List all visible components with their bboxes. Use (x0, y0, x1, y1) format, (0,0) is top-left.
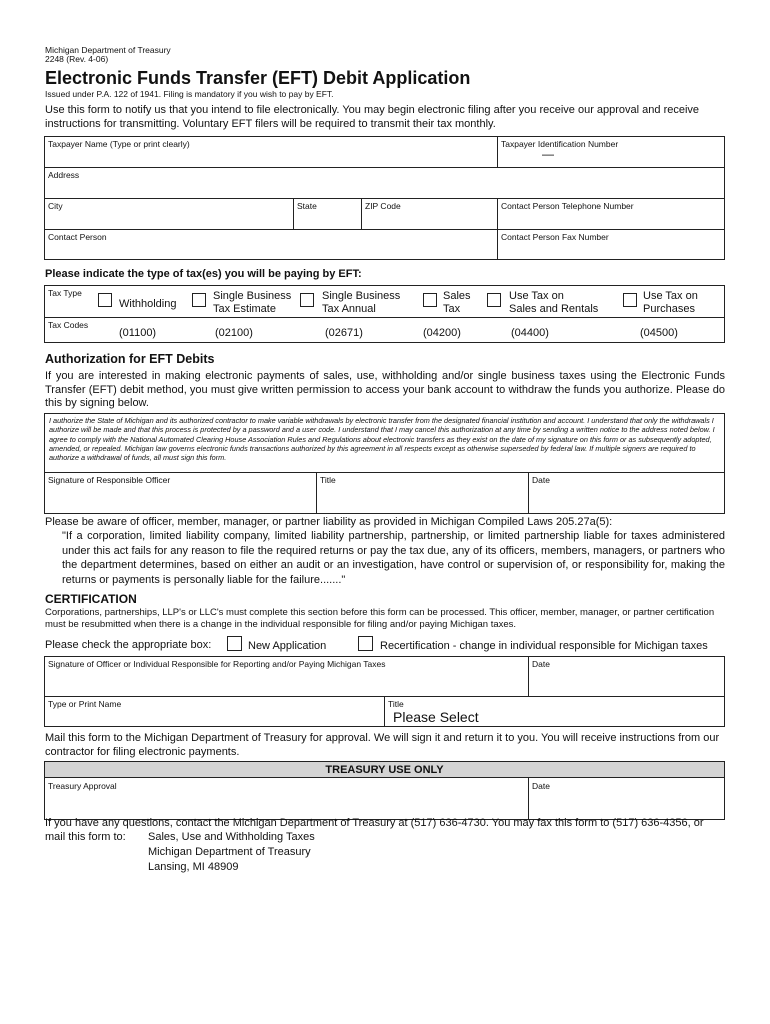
treasury-date-field[interactable] (529, 779, 724, 819)
cert-signature-field[interactable] (45, 657, 527, 695)
sales-tax-checkbox[interactable] (423, 293, 437, 307)
authorization-text: If you are interested in making electronic payments of sales, use, withholding and/or single business taxes using the Electronic Funds Transfer (EFT) debit method, you must give written permission to access your bank account to withdraw the funds you authorize. Please do this by signing below. (45, 370, 725, 409)
use-tax-purchases-label-2: Purchases (643, 303, 695, 315)
new-application-checkbox[interactable] (227, 636, 242, 651)
print-name-label: Type or Print Name (48, 699, 122, 709)
officer-title-field[interactable] (317, 473, 527, 513)
use-tax-sales-label-2: Sales and Rentals (509, 303, 599, 315)
sales-tax-code: (04200) (423, 327, 461, 339)
use-tax-sales-checkbox[interactable] (487, 293, 501, 307)
city-field[interactable] (45, 199, 292, 228)
page-title: Electronic Funds Transfer (EFT) Debit Application (45, 68, 471, 88)
sales-tax-label-2: Tax (443, 303, 461, 315)
withholding-label: Withholding (119, 298, 177, 310)
footer-mail-to: mail this form to: (45, 831, 126, 843)
intro-text: Use this form to notify us that you intend to file electronically. You may begin electronic filing after you receive our approval and receive instructions for transmitting. Voluntary EFT filers will be required to transmit their tax monthly. (45, 104, 700, 130)
tax-type-label: Tax Type (48, 288, 82, 298)
state-label: State (297, 201, 317, 211)
zip-field[interactable] (362, 199, 496, 228)
zip-label: ZIP Code (365, 201, 401, 211)
sales-tax-label-1: Sales (443, 290, 471, 302)
officer-signature-field[interactable] (45, 473, 315, 513)
treasury-heading: TREASURY USE ONLY (325, 764, 444, 776)
sbt-estimate-code: (02100) (215, 327, 253, 339)
form-number: 2248 (Rev. 4-06) (45, 54, 109, 64)
taxpayer-name-label: Taxpayer Name (Type or print clearly) (48, 139, 190, 149)
phone-field[interactable] (498, 199, 724, 228)
print-name-field[interactable] (45, 697, 383, 726)
check-prompt: Please check the appropriate box: (45, 639, 212, 651)
officer-signature-label: Signature of Responsible Officer (48, 475, 171, 485)
new-application-label: New Application (248, 640, 327, 652)
cert-title-value: Please Select (393, 709, 479, 725)
address-label: Address (48, 170, 80, 180)
cert-date-field[interactable] (529, 657, 724, 695)
certification-text: Corporations, partnerships, LLP's or LLC's must complete this section before this form can be processed. This officer, member, manager, or partner certification must be resubmitted when there is a change in the individual responsible for filing and/or paying Michigan taxes. (45, 607, 715, 630)
taxpayer-name-field[interactable] (45, 137, 496, 166)
sbt-annual-code: (02671) (325, 327, 363, 339)
address-field[interactable] (45, 168, 724, 197)
mail-instructions: Mail this form to the Michigan Department of Treasury for approval. We will sign it and return it to you. You will receive instructions from our contractor for filing electronic payments. (45, 732, 720, 758)
contact-person-field[interactable] (45, 230, 496, 259)
sbt-annual-label-1: Single Business (322, 290, 401, 302)
footer-address-line-1: Sales, Use and Withholding Taxes (148, 831, 315, 843)
use-tax-sales-code: (04400) (511, 327, 549, 339)
sbt-estimate-checkbox[interactable] (192, 293, 206, 307)
tax-type-heading: Please indicate the type of tax(es) you will be paying by EFT: (45, 268, 362, 280)
certification-heading: CERTIFICATION (45, 592, 137, 606)
liability-intro: Please be aware of officer, member, manager, or partner liability as provided in Michigan Compiled Laws 205.27a(5): (45, 516, 613, 528)
tin-label: Taxpayer Identification Number (501, 139, 619, 149)
contact-person-label: Contact Person (48, 232, 107, 242)
cert-title-select[interactable] (385, 697, 724, 726)
cert-date-label: Date (532, 659, 550, 669)
officer-title-label: Title (320, 475, 336, 485)
tin-field[interactable] (498, 137, 724, 166)
authorization-heading: Authorization for EFT Debits (45, 352, 215, 366)
treasury-approval-label: Treasury Approval (48, 781, 117, 791)
recertification-label: Recertification - change in individual responsible for Michigan taxes (380, 640, 708, 652)
sbt-estimate-label-1: Single Business (213, 290, 292, 302)
withholding-checkbox[interactable] (98, 293, 112, 307)
sbt-annual-label-2: Tax Annual (322, 303, 376, 315)
state-field[interactable] (294, 199, 360, 228)
issued-note: Issued under P.A. 122 of 1941. Filing is mandatory if you wish to pay by EFT. (45, 89, 334, 99)
officer-date-label: Date (532, 475, 550, 485)
use-tax-purchases-checkbox[interactable] (623, 293, 637, 307)
cert-signature-label: Signature of Officer or Individual Responsible for Reporting and/or Paying Michigan Taxes (48, 659, 386, 669)
footer-address-line-2: Michigan Department of Treasury (148, 846, 311, 858)
use-tax-purchases-code: (04500) (640, 327, 678, 339)
phone-label: Contact Person Telephone Number (501, 201, 634, 211)
treasury-approval-field[interactable] (45, 779, 527, 819)
footer-contact-text: If you have any questions, contact the Michigan Department of Treasury at (517) 636-4730. You may fax this form to (517) 636-4356, or (45, 817, 704, 829)
sbt-estimate-label-2: Tax Estimate (213, 303, 276, 315)
agency-name: Michigan Department of Treasury (45, 45, 171, 55)
officer-date-field[interactable] (529, 473, 724, 513)
tin-dash: — (542, 147, 554, 161)
liability-quote: "If a corporation, limited liability company, limited liability partnership, partnership, or limited partnership liable for taxes administered under this act fails for any reason to file the required returns or pay the tax due, any of its officers, members, managers, or partners who the department determines, based on either an audit or an investigation, have control or supervision of, or responsibility for, making the returns or payments is personally liable for the failure......." (62, 530, 725, 586)
authorization-legal-text: I authorize the State of Michigan and its authorized contractor to make variable withdrawals by electronic transfer from the designated financial institution and account. I understand that only the withdrawals I authorize will be made and that this process is protected by a password and a user code. I understand that I may cancel this authorization at any time by sending a written notice to the address noted below. I agree to comply with the National Automated Clearing House Association Rules and Regulations about electronic transfers as they exist on the date of my signature on this form or as subsequently adopted, amended, or repealed. Michigan law governs electronic funds transactions authorized by this agreement in all respects except as otherwise superseded by federal law. If multiple signers are required to authorize a withdrawal of funds, all must sign this form. (49, 416, 715, 463)
fax-label: Contact Person Fax Number (501, 232, 609, 242)
use-tax-sales-label-1: Use Tax on (509, 290, 564, 302)
fax-field[interactable] (498, 230, 724, 259)
cert-title-label: Title (388, 699, 404, 709)
footer-address-line-3: Lansing, MI 48909 (148, 861, 239, 873)
tax-codes-label: Tax Codes (48, 320, 89, 330)
sbt-annual-checkbox[interactable] (300, 293, 314, 307)
city-label: City (48, 201, 63, 211)
treasury-date-label: Date (532, 781, 550, 791)
withholding-code: (01100) (119, 327, 157, 339)
use-tax-purchases-label-1: Use Tax on (643, 290, 698, 302)
recertification-checkbox[interactable] (358, 636, 373, 651)
